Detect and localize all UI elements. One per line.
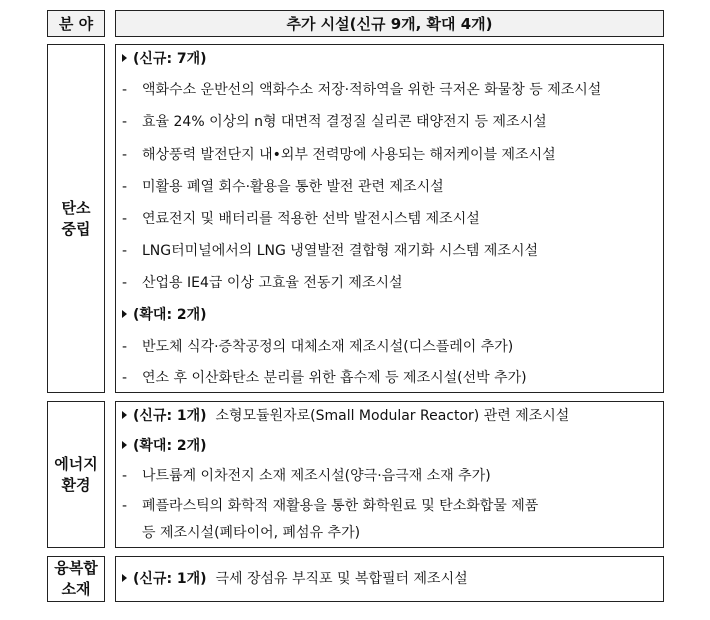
category-carbon-neutral bbox=[47, 44, 105, 393]
dash-marker: - bbox=[122, 339, 128, 355]
list-item-text: 연료전지 및 배터리를 적용한 선박 발전시스템 제조시설 bbox=[142, 211, 480, 227]
dash-marker: - bbox=[122, 243, 128, 259]
category-line: 융복합 bbox=[54, 559, 98, 577]
dash-marker: - bbox=[122, 468, 128, 484]
list-item-text: LNG터미널에서의 LNG 냉열발전 결합형 재기화 시스템 제조시설 bbox=[142, 243, 538, 259]
group-heading bbox=[122, 436, 207, 456]
group-title: (확대: 2개) bbox=[133, 307, 207, 323]
list-item bbox=[122, 496, 538, 516]
group-heading bbox=[122, 305, 207, 325]
list-item-continuation bbox=[122, 523, 360, 543]
group-inline-text: 소형모듈원자로(Small Modular Reactor) 관련 제조시설 bbox=[215, 408, 570, 424]
dash-marker: - bbox=[122, 370, 128, 386]
list-item bbox=[122, 112, 547, 132]
title-header-cell bbox=[115, 10, 664, 37]
section-convergence-materials-content bbox=[115, 556, 664, 602]
field-header-cell bbox=[47, 10, 105, 37]
list-item-text: 산업용 IE4급 이상 고효율 전동기 제조시설 bbox=[142, 275, 403, 291]
list-item-text: 해상풍력 발전단지 내•외부 전력망에 사용되는 해저케이블 제조시설 bbox=[142, 147, 556, 163]
category-energy-environment bbox=[47, 401, 105, 548]
list-item-text: 연소 후 이산화탄소 분리를 위한 흡수제 등 제조시설(선박 추가) bbox=[142, 370, 527, 386]
dash-marker: - bbox=[122, 114, 128, 130]
dash-marker: - bbox=[122, 498, 128, 514]
dash-marker: - bbox=[122, 147, 128, 163]
list-item bbox=[122, 368, 527, 388]
category-convergence-materials bbox=[47, 556, 105, 602]
list-item bbox=[122, 209, 480, 229]
list-item-text: 폐플라스틱의 화학적 재활용을 통한 화학원료 및 탄소화합물 제품 bbox=[142, 498, 539, 514]
category-line: 탄소 bbox=[61, 198, 91, 217]
section-carbon-neutral-content bbox=[115, 44, 664, 393]
group-title: (신규: 1개) bbox=[133, 408, 207, 424]
list-item bbox=[122, 241, 538, 261]
list-item bbox=[122, 145, 556, 165]
dash-marker: - bbox=[122, 275, 128, 291]
list-item bbox=[122, 273, 403, 293]
triangle-bullet-icon bbox=[122, 441, 127, 449]
category-line: 중립 bbox=[61, 219, 91, 238]
list-item bbox=[122, 337, 513, 357]
category-line: 소재 bbox=[61, 580, 91, 598]
triangle-bullet-icon bbox=[122, 411, 127, 419]
list-item-text: 액화수소 운반선의 액화수소 저장·적하역을 위한 극저온 화물창 등 제조시설 bbox=[142, 82, 602, 98]
dash-marker: - bbox=[122, 211, 128, 227]
category-line: 환경 bbox=[61, 475, 91, 494]
section-energy-environment-content bbox=[115, 401, 664, 548]
group-inline-text: 극세 장섬유 부직포 및 복합필터 제조시설 bbox=[215, 571, 468, 587]
triangle-bullet-icon bbox=[122, 310, 127, 318]
list-item bbox=[122, 177, 444, 197]
list-item bbox=[122, 466, 491, 486]
field-header-label: 분 야 bbox=[58, 15, 94, 33]
table-title: 추가 시설(신규 9개, 확대 4개) bbox=[286, 15, 493, 33]
dash-marker: - bbox=[122, 82, 128, 98]
triangle-bullet-icon bbox=[122, 54, 127, 62]
list-item-text: 반도체 식각·증착공정의 대체소재 제조시설(디스플레이 추가) bbox=[142, 339, 514, 355]
group-title: (신규: 1개) bbox=[133, 571, 207, 587]
group-title: (신규: 7개) bbox=[133, 51, 207, 67]
list-item-text: 등 제조시설(폐타이어, 폐섬유 추가) bbox=[142, 525, 361, 541]
triangle-bullet-icon bbox=[122, 574, 127, 582]
group-title: (확대: 2개) bbox=[133, 438, 207, 454]
list-item-text: 나트륨계 이차전지 소재 제조시설(양극·음극재 소재 추가) bbox=[142, 468, 491, 484]
list-item bbox=[122, 80, 601, 100]
group-heading bbox=[122, 49, 207, 69]
group-heading bbox=[122, 569, 468, 589]
list-item-text: 미활용 폐열 회수·활용을 통한 발전 관련 제조시설 bbox=[142, 179, 444, 195]
category-line: 에너지 bbox=[54, 454, 98, 473]
dash-marker: - bbox=[122, 179, 128, 195]
group-heading bbox=[122, 406, 569, 426]
list-item-text: 효율 24% 이상의 n형 대면적 결정질 실리콘 태양전지 등 제조시설 bbox=[142, 114, 547, 130]
